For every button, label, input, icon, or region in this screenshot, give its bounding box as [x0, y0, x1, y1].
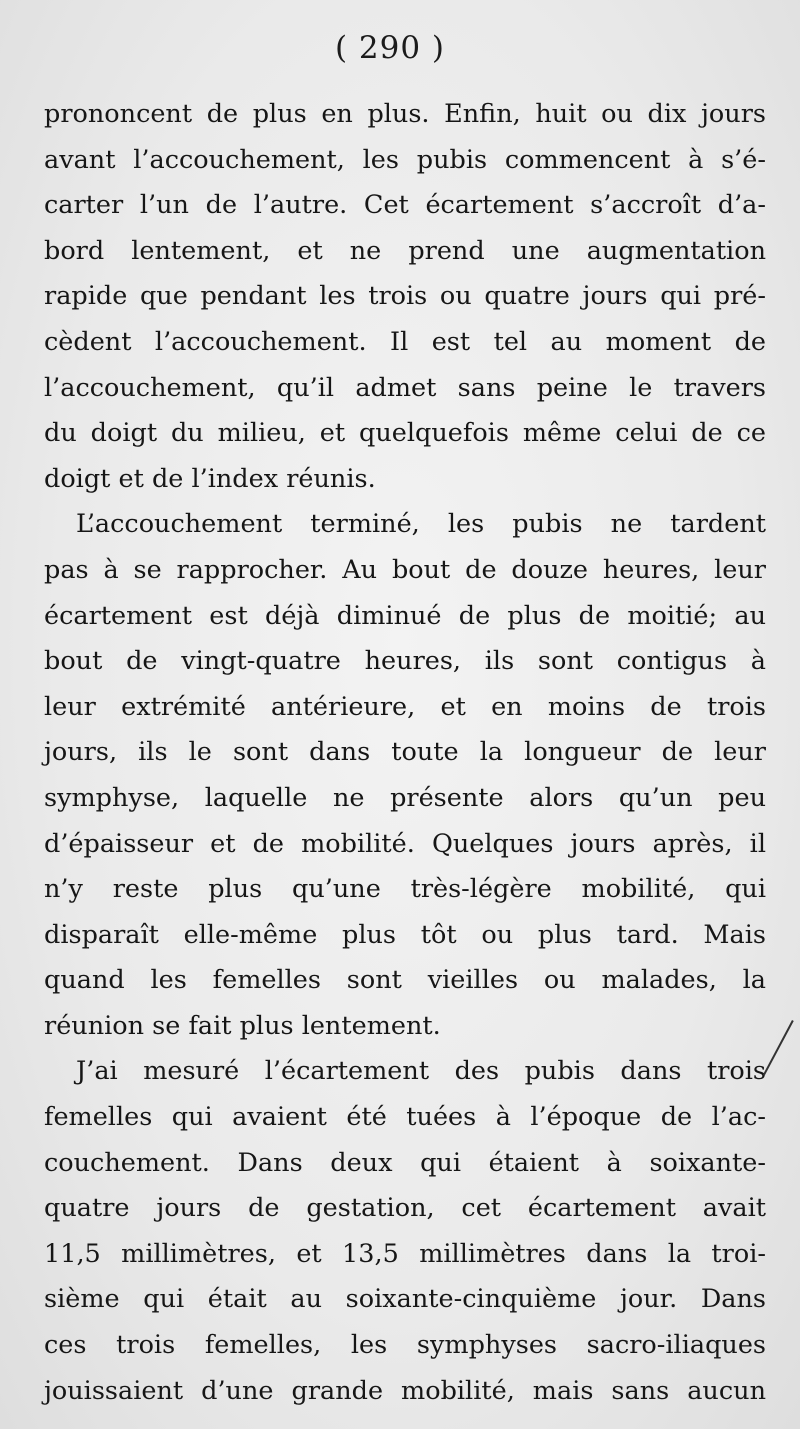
text-line: carter l’un de l’autre. Cet écartement s’accroît d’a- — [44, 190, 766, 221]
text-line: réunion se fait plus lentement. — [44, 1010, 441, 1041]
text-line: bout de vingt-quatre heures, ils sont contigus à — [44, 646, 766, 677]
text-line: leur extrémité antérieure, et en moins de trois — [44, 691, 766, 722]
text-line: symphyse, laquelle ne présente alors qu’un peu — [44, 782, 766, 813]
text-line: doigt et de l’index réunis. — [44, 463, 376, 494]
text-line: sième qui était au soixante-cinquième jour. Dans — [44, 1284, 766, 1315]
text-line: ces trois femelles, les symphyses sacro-iliaques — [44, 1330, 766, 1361]
paragraph-start-line: L’accouchement terminé, les pubis ne tardent — [76, 509, 766, 540]
text-line: 11,5 millimètres, et 13,5 millimètres dans la troi- — [44, 1238, 766, 1269]
paragraph-start-line: J’ai mesuré l’écartement des pubis dans trois — [76, 1056, 766, 1087]
text-line: pas à se rapprocher. Au bout de douze heures, leur — [44, 554, 766, 585]
text-line: écartement est déjà diminué de plus de moitié; au — [44, 600, 766, 631]
text-line: jouissaient d’une grande mobilité, mais sans aucun — [44, 1375, 766, 1406]
text-line: quatre jours de gestation, cet écartement avait — [44, 1193, 766, 1224]
text-line: couchement. Dans deux qui étaient à soixante- — [44, 1147, 766, 1178]
text-line: l’accouchement, qu’il admet sans peine le travers — [44, 372, 766, 403]
text-line: femelles qui avaient été tuées à l’époque de l’ac- — [44, 1102, 766, 1133]
text-line: du doigt du milieu, et quelquefois même celui de ce — [44, 418, 766, 449]
text-line: disparaît elle-même plus tôt ou plus tard. Mais — [44, 919, 766, 950]
body-text — [44, 92, 766, 1414]
text-line: rapide que pendant les trois ou quatre jours qui pré- — [44, 281, 766, 312]
text-line: n’y reste plus qu’une très-légère mobilité, qui — [44, 874, 766, 905]
text-line: quand les femelles sont vieilles ou malades, la — [44, 965, 766, 996]
text-line: cèdent l’accouchement. Il est tel au moment de — [44, 326, 766, 357]
text-line: bord lentement, et ne prend une augmentation — [44, 235, 766, 266]
pen-stroke-mark — [763, 1020, 794, 1076]
text-line: jours, ils le sont dans toute la longueur de leur — [44, 737, 766, 768]
page-number: ( 290 ) — [334, 30, 446, 66]
text-line: avant l’accouchement, les pubis commencent à s’é- — [44, 144, 766, 175]
text-line: prononcent de plus en plus. Enfin, huit ou dix jours — [44, 99, 766, 129]
text-line: d’épaisseur et de mobilité. Quelques jours après, il — [44, 828, 766, 859]
